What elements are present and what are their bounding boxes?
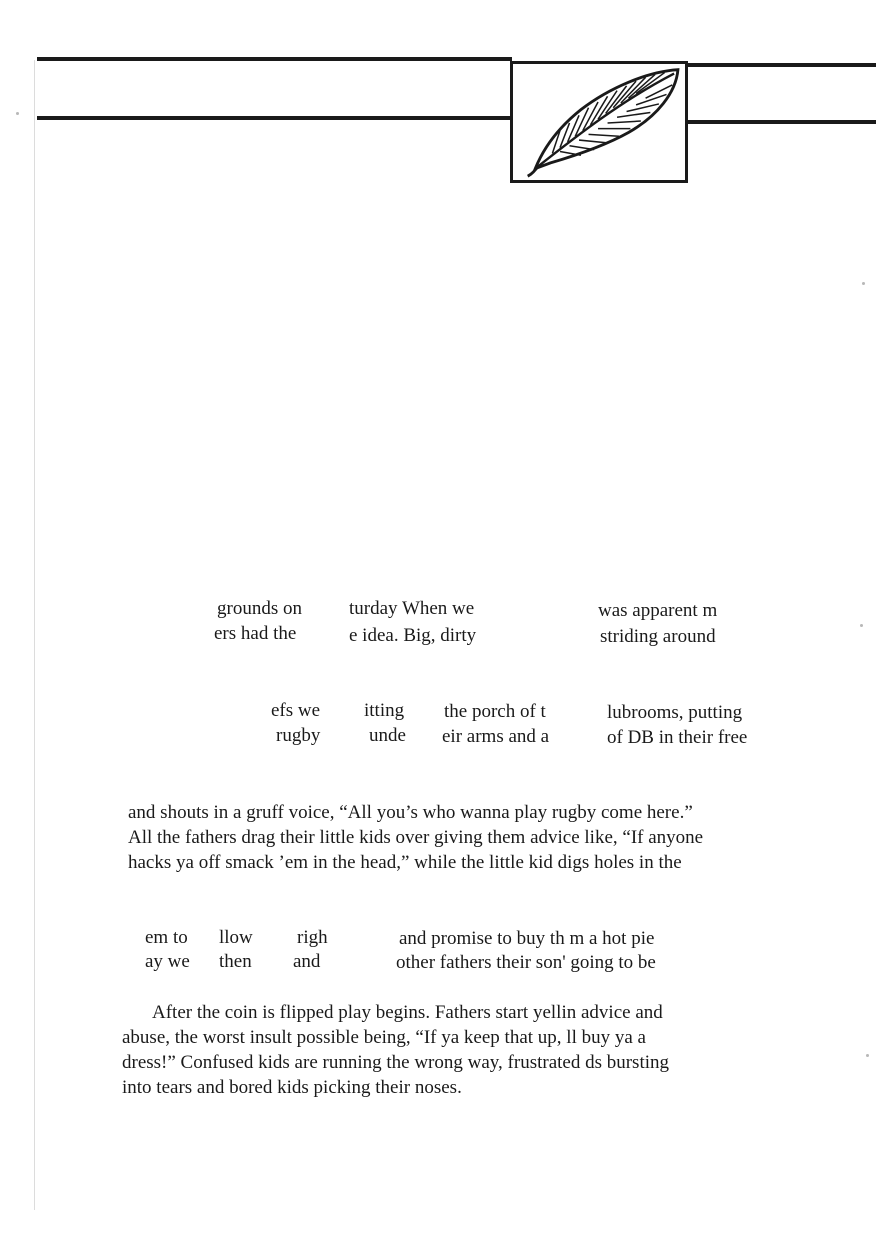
header-rule-bottom-right	[688, 120, 876, 124]
fragment-text: e idea. Big, dirty	[349, 625, 477, 646]
header-rule-top-right	[688, 63, 876, 67]
fragment-text: itting	[364, 700, 405, 721]
scan-speck	[862, 282, 865, 285]
paragraph-line: dress!” Confused kids are running the wrong way, frustrated ds bursting	[122, 1052, 670, 1073]
fragment-text: ay we	[145, 951, 190, 972]
fragment-text: eir arms and a	[442, 726, 550, 747]
fragment-text: turday When we	[349, 598, 475, 619]
paragraph-line: After the coin is flipped play begins. Fathers start yellin advice and	[152, 1002, 663, 1023]
fragment-text: other fathers their son' going to be	[396, 952, 656, 973]
scan-speck	[860, 624, 863, 627]
fragment-text: and	[293, 951, 321, 972]
header-emblem	[510, 61, 688, 183]
fragment-text: was apparent m	[598, 600, 718, 621]
paragraph-line: abuse, the worst insult possible being, “If ya keep that up, ll buy ya a	[122, 1027, 646, 1048]
fragment-text: and promise to buy th m a hot pie	[399, 928, 655, 949]
fragment-text: striding around	[600, 626, 716, 647]
fragment-text: the porch of t	[444, 701, 546, 722]
quill-feather-icon	[513, 64, 685, 180]
left-margin-shadow	[34, 60, 35, 1210]
fragment-text: unde	[369, 725, 406, 746]
fragment-text: llow	[219, 927, 253, 948]
header-rule-bottom-left	[37, 116, 512, 120]
fragment-text: efs we	[271, 700, 321, 721]
paragraph-line: hacks ya off smack ’em in the head,” while the little kid digs holes in the	[128, 852, 682, 873]
fragment-text: then	[219, 951, 252, 972]
paragraph-line: into tears and bored kids picking their noses.	[122, 1077, 462, 1098]
fragment-text: rugby	[276, 725, 321, 746]
header-rule-top-left	[37, 57, 512, 61]
fragment-text: lubrooms, putting	[607, 702, 743, 723]
scan-speck	[866, 1054, 869, 1057]
paragraph-line: and shouts in a gruff voice, “All you’s who wanna play rugby come here.”	[128, 802, 693, 823]
fragment-text: grounds on	[217, 598, 302, 619]
scan-speck	[16, 112, 19, 115]
paragraph-line: All the fathers drag their little kids over giving them advice like, “If anyone	[128, 827, 704, 848]
fragment-text: of DB in their free	[607, 727, 748, 748]
fragment-text: ers had the	[214, 623, 297, 644]
fragment-text: righ	[297, 927, 328, 948]
fragment-text: em to	[145, 927, 188, 948]
